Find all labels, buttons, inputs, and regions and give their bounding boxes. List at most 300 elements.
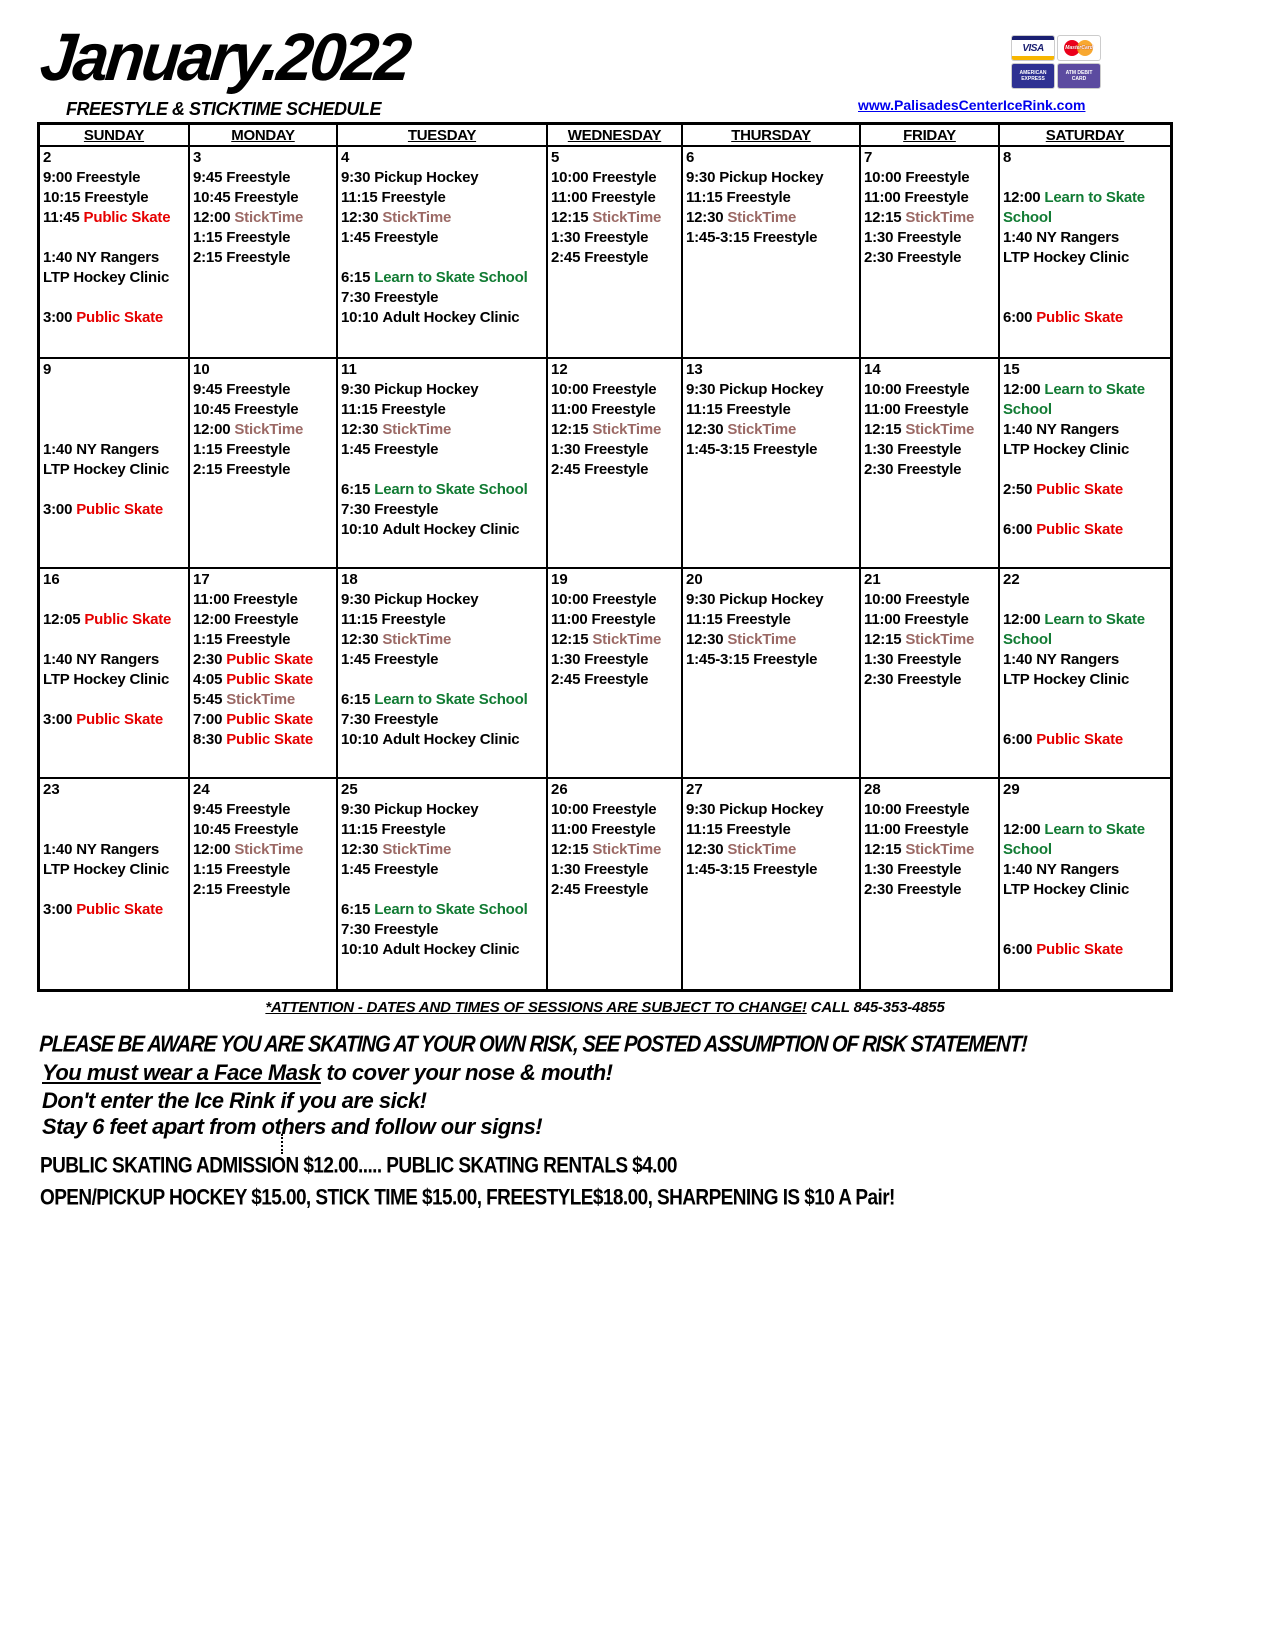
event-time: 3:00: [43, 309, 73, 326]
event-time: 2:30: [864, 461, 894, 478]
event-time: 2:15: [193, 881, 223, 898]
event-line: [1003, 308, 1168, 328]
event-line: [193, 590, 334, 610]
blank-line: [43, 880, 186, 900]
event-line: [43, 900, 186, 920]
event-label: Learn to Skate School: [1003, 381, 1145, 418]
event-label: Pickup Hockey: [719, 801, 824, 818]
event-label: Public Skate: [1036, 309, 1124, 326]
day-header: FRIDAY: [861, 125, 1000, 147]
event-line: [864, 610, 996, 630]
event-label: Freestyle: [374, 501, 439, 518]
event-time: 2:45: [551, 249, 581, 266]
event-label: Freestyle: [753, 441, 818, 458]
event-line: [551, 650, 679, 670]
event-time: 10:15: [43, 189, 81, 206]
event-label: Learn to Skate School: [374, 481, 528, 498]
day-number: 4: [341, 149, 350, 166]
event-label: Freestyle: [234, 611, 299, 628]
event-line: [43, 248, 186, 268]
event-line: [864, 670, 996, 690]
event-label: Learn to Skate School: [1003, 189, 1145, 226]
event-line: [43, 840, 186, 860]
event-line: [341, 710, 544, 730]
event-line: [686, 820, 857, 840]
event-time: 4:05: [193, 671, 223, 688]
event-label: NY Rangers: [76, 441, 159, 458]
event-time: 1:30: [551, 861, 581, 878]
event-line: [341, 840, 544, 860]
event-label: Freestyle: [591, 401, 656, 418]
blank-line: [1003, 500, 1168, 520]
event-label: Pickup Hockey: [374, 169, 479, 186]
event-line: [341, 590, 544, 610]
event-line: [686, 860, 857, 880]
atm-debit-logo: ATM DEBIT CARD: [1058, 64, 1100, 88]
event-line: [43, 188, 186, 208]
day-number: 29: [1003, 781, 1020, 798]
event-time: 11:00: [551, 189, 588, 206]
event-label: Public Skate: [83, 209, 171, 226]
event-time: 10:00: [864, 591, 902, 608]
event-line: [551, 460, 679, 480]
face-mask-rule-underlined: You must wear a Face Mask: [42, 1060, 321, 1085]
day-number: 9: [43, 361, 52, 378]
event-line: [193, 460, 334, 480]
event-time: 6:15: [341, 269, 371, 286]
event-time: 2:15: [193, 461, 223, 478]
event-label: Freestyle: [381, 611, 446, 628]
event-line: [341, 630, 544, 650]
event-line: [1003, 650, 1168, 670]
event-time: 1:45: [341, 441, 371, 458]
event-line: [43, 500, 186, 520]
event-label: StickTime: [727, 209, 797, 226]
event-time: 1:30: [864, 651, 894, 668]
event-line: [686, 800, 857, 820]
event-time: 1:45-3:15: [686, 229, 750, 246]
event-time: 1:15: [193, 861, 223, 878]
event-time: 9:30: [341, 801, 371, 818]
event-time: 9:45: [193, 381, 223, 398]
event-label: Freestyle: [226, 801, 291, 818]
event-line: [551, 860, 679, 880]
event-time: 9:30: [341, 381, 371, 398]
event-time: 9:45: [193, 801, 223, 818]
event-line: [864, 380, 996, 400]
event-label: Freestyle: [897, 671, 962, 688]
event-label: StickTime: [382, 631, 452, 648]
day-number: 24: [193, 781, 210, 798]
event-line: [341, 168, 544, 188]
event-line: [864, 860, 996, 880]
event-time: 11:15: [341, 189, 378, 206]
event-label: StickTime: [905, 841, 975, 858]
blank-line: [43, 820, 186, 840]
event-time: 11:00: [864, 189, 901, 206]
event-line: [193, 610, 334, 630]
event-label: StickTime: [592, 421, 662, 438]
event-time: 9:30: [686, 591, 716, 608]
event-time: 1:40: [43, 841, 73, 858]
event-line: [43, 440, 186, 460]
blank-line: [1003, 920, 1168, 940]
event-line: [341, 920, 544, 940]
calendar-day-cell: [40, 569, 190, 779]
event-line: [193, 188, 334, 208]
event-time: 10:00: [864, 801, 902, 818]
event-time: 6:15: [341, 481, 371, 498]
event-label: Freestyle: [234, 401, 299, 418]
event-time: 12:30: [341, 631, 379, 648]
event-label: Freestyle: [591, 611, 656, 628]
event-label: Public Skate: [226, 731, 314, 748]
event-time: 10:45: [193, 401, 231, 418]
event-line: [1003, 520, 1168, 540]
event-label: LTP Hockey Clinic: [1003, 249, 1130, 266]
event-label: Public Skate: [76, 711, 164, 728]
event-line: [1003, 440, 1168, 460]
event-line: [1003, 880, 1168, 900]
day-number: 23: [43, 781, 60, 798]
event-label: LTP Hockey Clinic: [43, 861, 170, 878]
event-line: [341, 480, 544, 500]
event-time: 10:00: [864, 169, 902, 186]
event-time: 1:40: [43, 651, 73, 668]
event-line: [341, 520, 544, 540]
event-line: [1003, 730, 1168, 750]
event-label: Freestyle: [374, 861, 439, 878]
event-label: Freestyle: [905, 591, 970, 608]
event-time: 1:30: [551, 229, 581, 246]
event-label: Freestyle: [592, 591, 657, 608]
event-time: 11:15: [686, 821, 723, 838]
event-label: Freestyle: [584, 861, 649, 878]
event-time: 9:30: [686, 169, 716, 186]
event-label: Freestyle: [584, 249, 649, 266]
event-label: Learn to Skate School: [374, 269, 528, 286]
event-label: Adult Hockey Clinic: [382, 309, 520, 326]
event-time: 2:30: [864, 249, 894, 266]
event-time: 10:00: [551, 591, 589, 608]
event-line: [1003, 670, 1168, 690]
event-label: StickTime: [905, 209, 975, 226]
blank-line: [1003, 168, 1168, 188]
event-time: 12:15: [864, 421, 902, 438]
event-line: [551, 188, 679, 208]
event-line: [341, 308, 544, 328]
event-label: Public Skate: [76, 501, 164, 518]
event-time: 12:30: [686, 631, 724, 648]
event-label: Learn to Skate School: [1003, 611, 1145, 648]
day-header: SUNDAY: [40, 125, 190, 147]
website-link[interactable]: www.PalisadesCenterIceRink.com: [858, 97, 1086, 113]
event-label: NY Rangers: [1036, 421, 1119, 438]
event-label: StickTime: [727, 631, 797, 648]
event-time: 12:00: [193, 209, 231, 226]
event-time: 6:00: [1003, 731, 1033, 748]
event-line: [686, 650, 857, 670]
event-line: [551, 590, 679, 610]
event-time: 2:50: [1003, 481, 1033, 498]
event-line: [1003, 860, 1168, 880]
event-label: Freestyle: [591, 821, 656, 838]
calendar-day-cell: [861, 147, 1000, 359]
event-label: Learn to Skate School: [1003, 821, 1145, 858]
event-time: 9:30: [341, 169, 371, 186]
event-label: Freestyle: [234, 821, 299, 838]
day-number: 12: [551, 361, 568, 378]
event-label: LTP Hockey Clinic: [1003, 881, 1130, 898]
event-line: [864, 228, 996, 248]
event-time: 11:00: [864, 401, 901, 418]
event-line: [43, 710, 186, 730]
event-line: [1003, 380, 1168, 420]
event-time: 1:40: [43, 249, 73, 266]
event-line: [864, 630, 996, 650]
event-label: StickTime: [727, 841, 797, 858]
event-label: Pickup Hockey: [374, 801, 479, 818]
accepted-card-logos: [1012, 36, 1100, 88]
event-label: LTP Hockey Clinic: [1003, 671, 1130, 688]
event-label: Public Skate: [1036, 731, 1124, 748]
event-line: [43, 168, 186, 188]
event-label: Freestyle: [726, 611, 791, 628]
day-number: 22: [1003, 571, 1020, 588]
event-line: [551, 880, 679, 900]
calendar-day-cell: [683, 359, 861, 569]
calendar-day-cell: [861, 359, 1000, 569]
event-time: 12:15: [551, 421, 589, 438]
risk-statement: PLEASE BE AWARE YOU ARE SKATING AT YOUR OWN RISK, SEE POSTED ASSUMPTION OF RISK STATEMENT!: [38, 1032, 1028, 1058]
event-time: 1:40: [1003, 421, 1033, 438]
event-label: Freestyle: [592, 801, 657, 818]
event-line: [864, 590, 996, 610]
event-time: 1:40: [1003, 229, 1033, 246]
event-time: 6:00: [1003, 309, 1033, 326]
event-label: Public Skate: [1036, 941, 1124, 958]
sick-rule: Don't enter the Ice Rink if you are sick!: [42, 1088, 427, 1113]
event-line: [193, 880, 334, 900]
calendar-day-cell: [548, 779, 683, 989]
event-label: Freestyle: [374, 289, 439, 306]
day-number: 10: [193, 361, 210, 378]
day-number: 13: [686, 361, 703, 378]
event-label: Freestyle: [374, 229, 439, 246]
event-label: StickTime: [382, 421, 452, 438]
event-label: LTP Hockey Clinic: [1003, 441, 1130, 458]
event-time: 3:00: [43, 501, 73, 518]
event-line: [43, 610, 186, 630]
event-time: 11:15: [341, 401, 378, 418]
event-line: [341, 860, 544, 880]
event-label: Freestyle: [84, 189, 149, 206]
event-label: Freestyle: [897, 229, 962, 246]
blank-line: [341, 460, 544, 480]
calendar-day-cell: [40, 359, 190, 569]
event-label: LTP Hockey Clinic: [43, 269, 170, 286]
event-line: [1003, 420, 1168, 440]
event-label: Pickup Hockey: [719, 169, 824, 186]
blank-line: [341, 248, 544, 268]
blank-line: [43, 420, 186, 440]
event-line: [686, 380, 857, 400]
event-time: 2:45: [551, 671, 581, 688]
event-time: 5:45: [193, 691, 223, 708]
day-number: 14: [864, 361, 881, 378]
event-time: 1:15: [193, 229, 223, 246]
event-time: 11:00: [551, 821, 588, 838]
event-label: Freestyle: [897, 651, 962, 668]
event-label: Freestyle: [905, 381, 970, 398]
calendar-day-cell: [548, 147, 683, 359]
event-line: [341, 228, 544, 248]
event-label: StickTime: [382, 209, 452, 226]
event-line: [551, 168, 679, 188]
event-label: Public Skate: [1036, 521, 1124, 538]
event-label: Learn to Skate School: [374, 901, 528, 918]
event-label: Freestyle: [233, 591, 298, 608]
event-time: 1:30: [551, 441, 581, 458]
event-time: 11:45: [43, 209, 80, 226]
day-header: MONDAY: [190, 125, 338, 147]
day-header: WEDNESDAY: [548, 125, 683, 147]
day-header: THURSDAY: [683, 125, 861, 147]
event-line: [193, 380, 334, 400]
event-line: [551, 630, 679, 650]
event-time: 1:45: [341, 861, 371, 878]
event-line: [864, 460, 996, 480]
event-line: [341, 208, 544, 228]
event-time: 7:00: [193, 711, 223, 728]
event-label: Public Skate: [1036, 481, 1124, 498]
event-line: [193, 670, 334, 690]
event-line: [686, 840, 857, 860]
event-label: Public Skate: [84, 611, 172, 628]
day-number: 5: [551, 149, 560, 166]
event-label: Public Skate: [76, 901, 164, 918]
distance-rule: Stay 6 feet apart from others and follow our signs!: [42, 1114, 543, 1139]
event-time: 1:45-3:15: [686, 651, 750, 668]
calendar-day-cell: [683, 147, 861, 359]
event-time: 7:30: [341, 711, 371, 728]
event-time: 11:00: [193, 591, 230, 608]
calendar-day-cell: [338, 779, 548, 989]
event-label: Pickup Hockey: [719, 591, 824, 608]
event-time: 1:30: [864, 861, 894, 878]
event-time: 12:00: [193, 611, 231, 628]
event-time: 1:45: [341, 651, 371, 668]
event-label: Freestyle: [726, 821, 791, 838]
event-line: [43, 670, 186, 690]
calendar-day-cell: [338, 569, 548, 779]
event-time: 1:30: [864, 441, 894, 458]
day-number: 17: [193, 571, 210, 588]
event-time: 6:00: [1003, 521, 1033, 538]
event-line: [864, 168, 996, 188]
calendar-day-cell: [338, 147, 548, 359]
event-time: 12:15: [864, 209, 902, 226]
event-time: 1:40: [1003, 651, 1033, 668]
blank-line: [341, 670, 544, 690]
blank-line: [1003, 710, 1168, 730]
event-time: 12:15: [551, 841, 589, 858]
event-label: Freestyle: [226, 249, 291, 266]
event-line: [341, 380, 544, 400]
event-label: Pickup Hockey: [374, 591, 479, 608]
event-line: [341, 268, 544, 288]
event-time: 7:30: [341, 921, 371, 938]
event-label: Freestyle: [753, 651, 818, 668]
event-line: [551, 228, 679, 248]
event-label: Freestyle: [897, 881, 962, 898]
event-label: StickTime: [234, 421, 304, 438]
event-label: NY Rangers: [76, 841, 159, 858]
event-time: 6:00: [1003, 941, 1033, 958]
event-line: [686, 168, 857, 188]
event-time: 2:30: [864, 881, 894, 898]
event-line: [341, 730, 544, 750]
event-line: [551, 670, 679, 690]
event-line: [864, 248, 996, 268]
event-line: [551, 420, 679, 440]
event-label: Freestyle: [726, 189, 791, 206]
event-time: 11:00: [864, 611, 901, 628]
visa-blue-band: [1012, 36, 1054, 40]
event-time: 12:15: [551, 209, 589, 226]
event-time: 1:40: [43, 441, 73, 458]
event-label: Freestyle: [226, 169, 291, 186]
event-line: [686, 630, 857, 650]
event-line: [341, 820, 544, 840]
event-time: 9:45: [193, 169, 223, 186]
event-time: 11:15: [686, 401, 723, 418]
event-label: Freestyle: [226, 381, 291, 398]
visa-logo: VISA: [1012, 36, 1054, 60]
event-time: 10:10: [341, 521, 379, 538]
event-label: Public Skate: [226, 671, 314, 688]
event-line: [686, 590, 857, 610]
event-time: 12:30: [341, 421, 379, 438]
event-label: Freestyle: [374, 711, 439, 728]
event-line: [864, 440, 996, 460]
event-line: [193, 400, 334, 420]
blank-line: [43, 630, 186, 650]
event-time: 1:30: [551, 651, 581, 668]
day-number: 15: [1003, 361, 1020, 378]
day-number: 19: [551, 571, 568, 588]
event-line: [551, 610, 679, 630]
event-label: LTP Hockey Clinic: [43, 671, 170, 688]
event-label: Freestyle: [897, 249, 962, 266]
event-label: Freestyle: [905, 169, 970, 186]
event-line: [1003, 480, 1168, 500]
event-time: 11:00: [551, 401, 588, 418]
event-label: Freestyle: [904, 821, 969, 838]
day-number: 7: [864, 149, 873, 166]
event-label: StickTime: [226, 691, 296, 708]
event-line: [193, 690, 334, 710]
face-mask-rule-rest: to cover your nose & mouth!: [320, 1060, 613, 1085]
event-line: [551, 840, 679, 860]
calendar-day-cell: [683, 779, 861, 989]
event-time: 8:30: [193, 731, 223, 748]
event-line: [864, 400, 996, 420]
event-label: Freestyle: [753, 229, 818, 246]
event-label: Freestyle: [381, 821, 446, 838]
event-time: 10:00: [551, 381, 589, 398]
event-time: 10:00: [551, 801, 589, 818]
